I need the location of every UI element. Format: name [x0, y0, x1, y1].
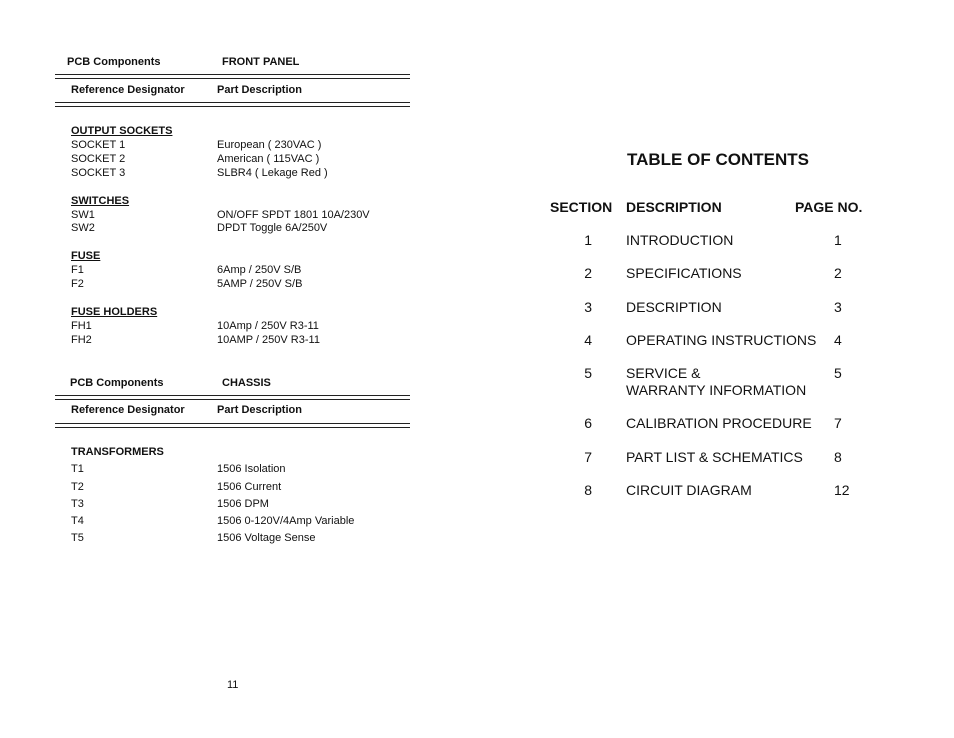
toc-section-number: 1 [584, 232, 592, 248]
toc-section-number: 3 [584, 299, 592, 315]
toc-entry-label: PART LIST & SCHEMATICS [626, 449, 803, 465]
toc-section-number: 8 [584, 482, 592, 498]
ref-socket-2: SOCKET 2 [71, 153, 126, 165]
group-title-output-sockets: OUTPUT SOCKETS [71, 125, 173, 137]
double-rule [55, 423, 410, 428]
group-title-transformers: TRANSFORMERS [71, 446, 164, 458]
toc-entry-label: SERVICE & [626, 365, 701, 381]
ref-t4: T4 [71, 515, 84, 527]
chassis-header-col1: PCB Components [70, 377, 164, 389]
ref-socket-3: SOCKET 3 [71, 167, 126, 179]
chassis-sub-col1: Reference Designator [71, 404, 185, 416]
ref-sw1: SW1 [71, 209, 95, 221]
desc-f1: 6Amp / 250V S/B [217, 264, 302, 276]
toc-page-number: 12 [834, 482, 850, 498]
chassis-header-col2: CHASSIS [222, 377, 271, 389]
ref-fh1: FH1 [71, 320, 92, 332]
desc-socket-1: European ( 230VAC ) [217, 139, 322, 151]
desc-t1: 1506 Isolation [217, 463, 286, 475]
front-header-col1: PCB Components [67, 56, 161, 68]
desc-t5: 1506 Voltage Sense [217, 532, 316, 544]
toc-section-number: 2 [584, 265, 592, 281]
toc-entry-label: SPECIFICATIONS [626, 265, 742, 281]
ref-fh2: FH2 [71, 334, 92, 346]
toc-entry-label: CALIBRATION PROCEDURE [626, 415, 812, 431]
double-rule [55, 102, 410, 107]
toc-page-number: 7 [834, 415, 842, 431]
front-header-col2: FRONT PANEL [222, 56, 300, 68]
toc-entry-label: DESCRIPTION [626, 299, 722, 315]
group-title-fuse-holders: FUSE HOLDERS [71, 306, 158, 318]
front-sub-col2: Part Description [217, 84, 302, 96]
desc-fh2: 10AMP / 250V R3-11 [217, 334, 320, 346]
toc-page-number: 1 [834, 232, 842, 248]
ref-sw2: SW2 [71, 222, 95, 234]
desc-socket-3: SLBR4 ( Lekage Red ) [217, 167, 328, 179]
toc-page-number: 8 [834, 449, 842, 465]
double-rule [55, 74, 410, 79]
toc-section-number: 7 [584, 449, 592, 465]
toc-col-description: DESCRIPTION [626, 199, 722, 215]
page-number: 11 [227, 679, 239, 691]
toc-title: TABLE OF CONTENTS [627, 150, 809, 169]
toc-page-number: 5 [834, 365, 842, 381]
ref-t1: T1 [71, 463, 84, 475]
toc-section-number: 4 [584, 332, 592, 348]
toc-col-section: SECTION [550, 199, 613, 215]
group-title-switches: SWITCHES [71, 195, 130, 207]
desc-t4: 1506 0-120V/4Amp Variable [217, 515, 355, 527]
ref-t3: T3 [71, 498, 84, 510]
front-sub-col1: Reference Designator [71, 84, 185, 96]
double-rule [55, 395, 410, 400]
ref-t5: T5 [71, 532, 84, 544]
toc-section-number: 6 [584, 415, 592, 431]
desc-t2: 1506 Current [217, 481, 282, 493]
desc-f2: 5AMP / 250V S/B [217, 278, 303, 290]
desc-fh1: 10Amp / 250V R3-11 [217, 320, 319, 332]
desc-t3: 1506 DPM [217, 498, 269, 510]
desc-sw1: ON/OFF SPDT 1801 10A/230V [217, 209, 370, 221]
toc-col-page: PAGE NO. [795, 199, 863, 215]
toc-entry-label: INTRODUCTION [626, 232, 734, 248]
toc-page-number: 3 [834, 299, 842, 315]
toc-entry-label: CIRCUIT DIAGRAM [626, 482, 752, 498]
ref-t2: T2 [71, 481, 84, 493]
ref-socket-1: SOCKET 1 [71, 139, 126, 151]
desc-sw2: DPDT Toggle 6A/250V [217, 222, 328, 234]
desc-socket-2: American ( 115VAC ) [217, 153, 320, 165]
chassis-sub-col2: Part Description [217, 404, 302, 416]
ref-f2: F2 [71, 278, 84, 290]
toc-section-number: 5 [584, 365, 592, 381]
toc-page-number: 2 [834, 265, 842, 281]
toc-entry-label: OPERATING INSTRUCTIONS [626, 332, 817, 348]
ref-f1: F1 [71, 264, 84, 276]
toc-page-number: 4 [834, 332, 842, 348]
toc-entry-label-line2: WARRANTY INFORMATION [626, 382, 807, 398]
group-title-fuse: FUSE [71, 250, 101, 262]
